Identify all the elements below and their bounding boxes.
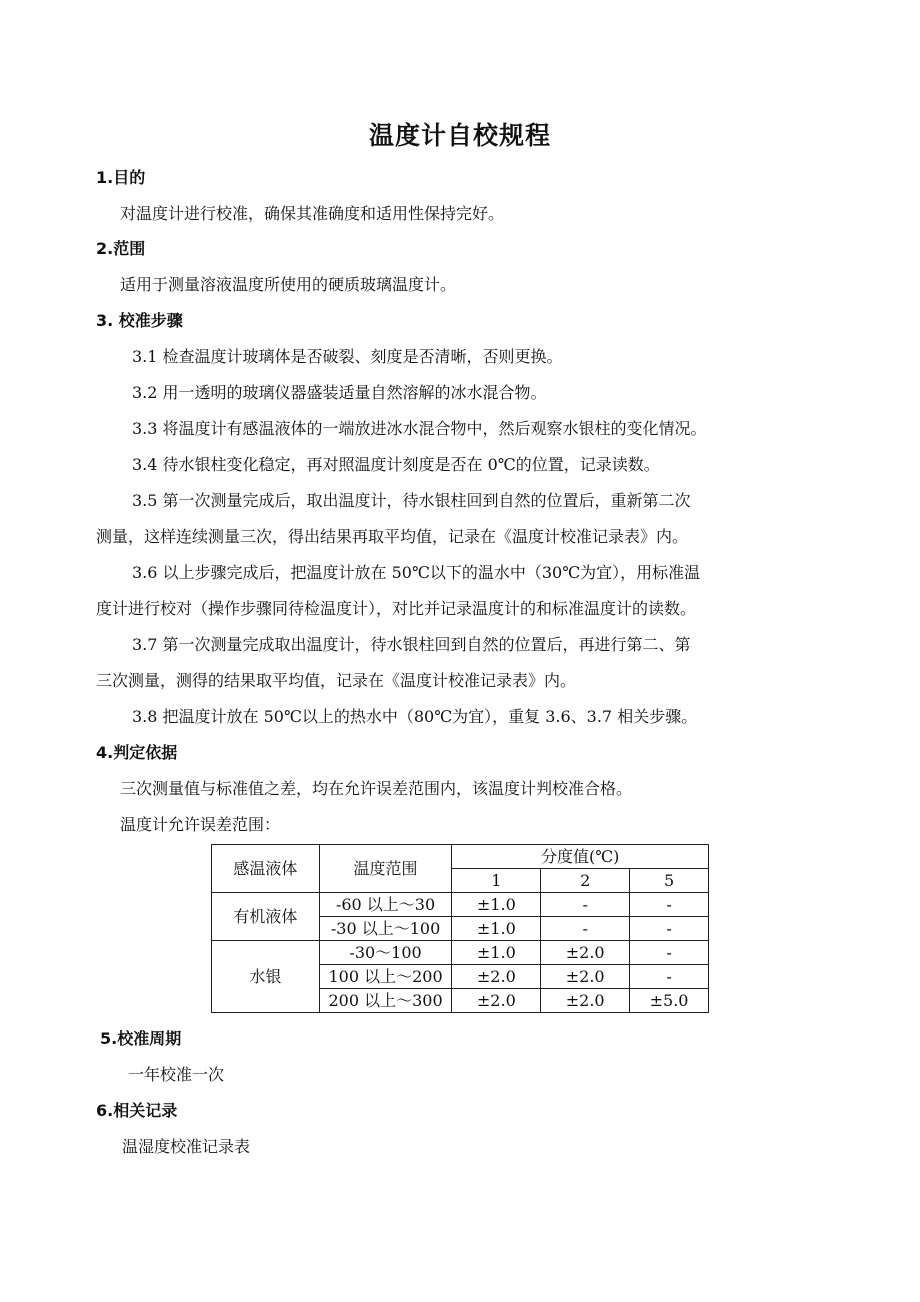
value-cell: -	[630, 965, 709, 989]
table-row	[212, 893, 709, 917]
value-cell: -	[630, 893, 709, 917]
range-cell: -60 以上～30	[319, 893, 452, 917]
range-cell: -30～100	[319, 941, 452, 965]
step-3-7-line1: 3.7 第一次测量完成取出温度计，待水银柱回到自然的位置后，再进行第二、第	[132, 635, 691, 654]
header-division: 分度值(℃)	[452, 845, 709, 869]
tolerance-caption: 温度计允许误差范围：	[120, 815, 281, 834]
section-6-heading: 6.相关记录	[96, 1101, 178, 1120]
value-cell: ±2.0	[452, 989, 541, 1013]
header-div-1: 1	[452, 869, 541, 893]
section-4-text: 三次测量值与标准值之差，均在允许误差范围内，该温度计判校准合格。	[120, 779, 633, 798]
value-cell: ±1.0	[452, 941, 541, 965]
step-3-4: 3.4 待水银柱变化稳定，再对照温度计刻度是否在 0℃的位置，记录读数。	[132, 455, 660, 474]
step-3-6-line1: 3.6 以上步骤完成后，把温度计放在 50℃以下的温水中（30℃为宜），用标准温	[132, 563, 701, 582]
section-5-text: 一年校准一次	[128, 1065, 225, 1084]
header-div-2: 2	[541, 869, 630, 893]
step-3-6-line2: 度计进行校对（操作步骤同待检温度计），对比并记录温度计的和标准温度计的读数。	[96, 599, 697, 618]
value-cell: -	[541, 917, 630, 941]
value-cell: ±5.0	[630, 989, 709, 1013]
step-3-3: 3.3 将温度计有感温液体的一端放进冰水混合物中，然后观察水银柱的变化情况。	[132, 419, 707, 438]
table-row	[212, 941, 709, 965]
section-5-heading: 5.校准周期	[100, 1029, 182, 1048]
section-3-heading: 3. 校准步骤	[96, 311, 183, 330]
section-2-heading: 2.范围	[96, 239, 146, 258]
step-3-7-line2: 三次测量，测得的结果取平均值，记录在《温度计校准记录表》内。	[96, 671, 577, 690]
liquid-mercury: 水银	[212, 941, 320, 1013]
step-3-5-line1: 3.5 第一次测量完成后，取出温度计，待水银柱回到自然的位置后，重新第二次	[132, 491, 691, 510]
section-1-heading: 1.目的	[96, 168, 146, 187]
value-cell: ±2.0	[541, 989, 630, 1013]
section-6-text: 温湿度校准记录表	[122, 1137, 251, 1156]
value-cell: -	[630, 941, 709, 965]
page-title: 温度计自校规程	[368, 121, 551, 150]
step-3-5-line2: 测量，这样连续测量三次，得出结果再取平均值，记录在《温度计校准记录表》内。	[96, 527, 689, 546]
value-cell: ±1.0	[452, 917, 541, 941]
range-cell: 200 以上～300	[319, 989, 452, 1013]
value-cell: ±2.0	[541, 941, 630, 965]
header-range: 温度范围	[319, 845, 452, 893]
value-cell: ±2.0	[452, 965, 541, 989]
section-4-heading: 4.判定依据	[96, 743, 178, 762]
header-liquid: 感温液体	[212, 845, 320, 893]
value-cell: -	[541, 893, 630, 917]
header-div-5: 5	[630, 869, 709, 893]
section-1-text: 对温度计进行校准，确保其准确度和适用性保持完好。	[120, 204, 505, 223]
value-cell: ±2.0	[541, 965, 630, 989]
step-3-8: 3.8 把温度计放在 50℃以上的热水中（80℃为宜），重复 3.6、3.7 相关步骤。	[132, 707, 698, 726]
step-3-1: 3.1 检查温度计玻璃体是否破裂、刻度是否清晰，否则更换。	[132, 347, 563, 366]
range-cell: 100 以上～200	[319, 965, 452, 989]
tolerance-table	[211, 844, 709, 1013]
step-3-2: 3.2 用一透明的玻璃仪器盛装适量自然溶解的冰水混合物。	[132, 383, 547, 402]
value-cell: ±1.0	[452, 893, 541, 917]
section-2-text: 适用于测量溶液温度所使用的硬质玻璃温度计。	[120, 275, 457, 294]
value-cell: -	[630, 917, 709, 941]
liquid-organic: 有机液体	[212, 893, 320, 941]
range-cell: -30 以上～100	[319, 917, 452, 941]
